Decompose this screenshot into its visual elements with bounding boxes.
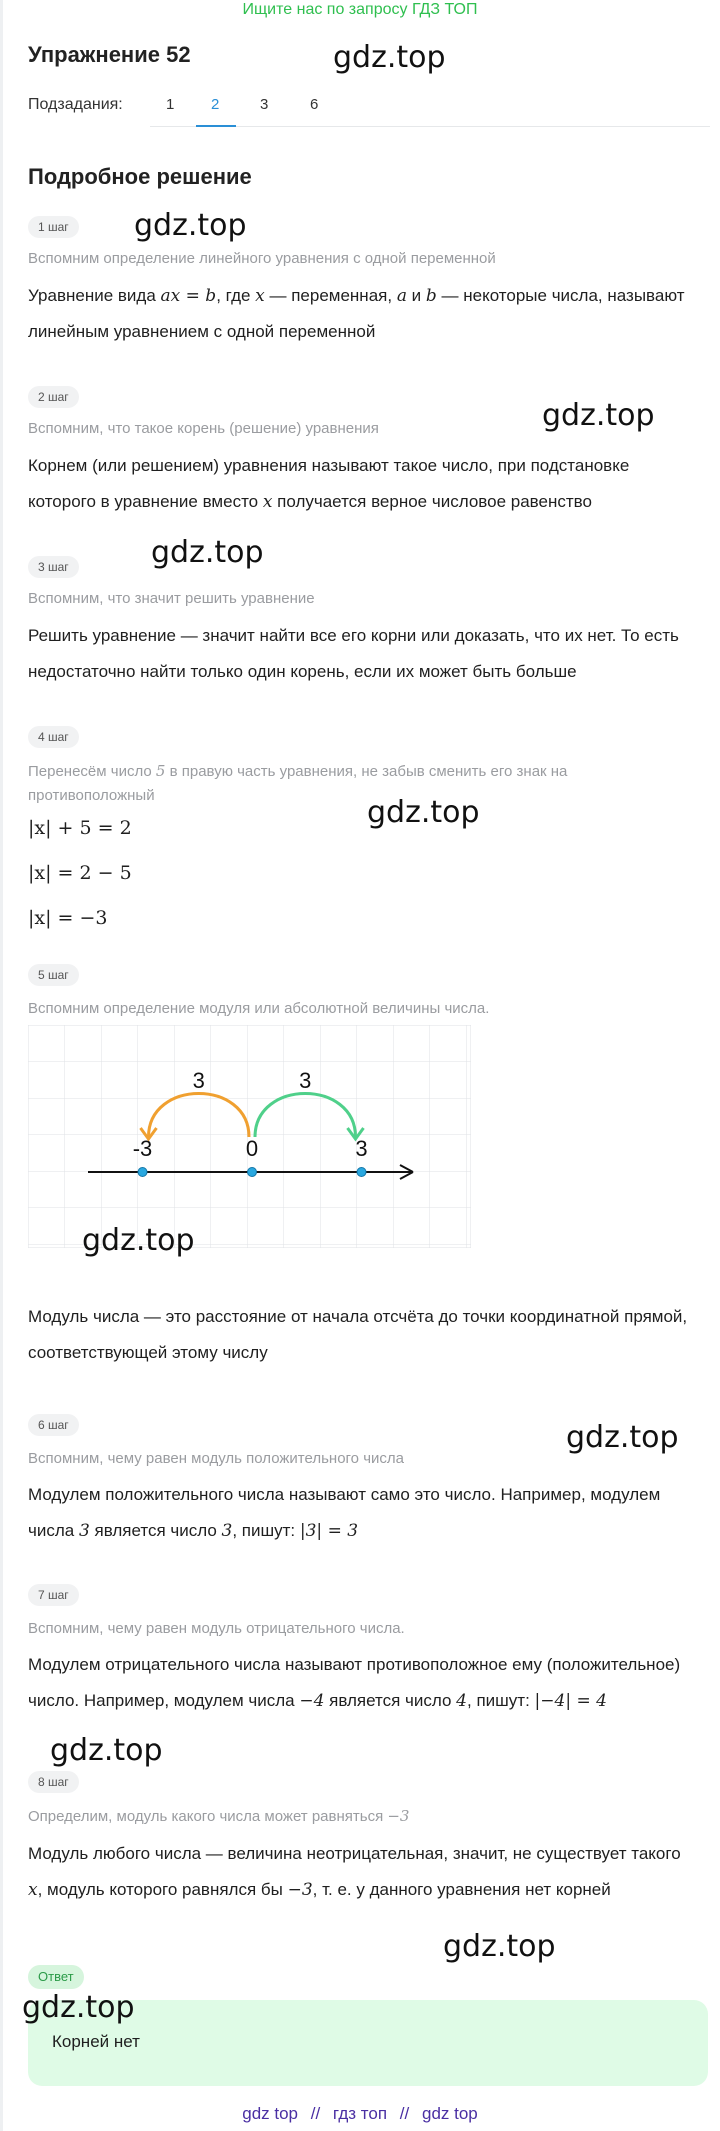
watermark: gdz.top [333, 40, 446, 75]
step-2-text: Корнем (или решением) уравнения называют такое число, при подстановке которого в уравнение вместо x получается верное числовое равенство [28, 456, 630, 512]
step-1-hint: Вспомним определение линейного уравнения с одной переменной [28, 250, 496, 267]
watermark: gdz.top [367, 795, 480, 830]
step-2-hint: Вспомним, что такое корень (решение) уравнения [28, 420, 379, 437]
subtasks-label: Подзадания: [28, 96, 123, 113]
step-5-badge: 5 шаг [28, 964, 79, 986]
arc-label-1: 3 [299, 1068, 312, 1093]
watermark: gdz.top [50, 1733, 163, 1768]
number-line-figure [28, 1025, 471, 1248]
step-8-hint: Определим, модуль какого числа может равняться −3 [28, 1807, 410, 1825]
watermark: gdz.top [566, 1420, 679, 1455]
formula-line-1: |x| + 5 = 2 [28, 817, 132, 839]
answer-text: Корней нет [52, 2032, 140, 2051]
step-7-hint: Вспомним, чему равен модуль отрицательного числа. [28, 1620, 405, 1637]
point-label-0: -3 [132, 1136, 153, 1161]
left-border [0, 0, 3, 2131]
formula-line-3: |x| = −3 [28, 907, 108, 929]
step-6-text: Модулем положительного числа называют само это число. Например, модулем числа 3 является число 3, пишут: |3| = 3 [28, 1485, 661, 1541]
step-8-text: Модуль любого числа — величина неотрицательная, значит, не существует такого x, модуль которого равнялся бы −3, т. е. у данного уравнения нет корней [28, 1844, 681, 1900]
watermark: gdz.top [542, 398, 655, 433]
point-label-2: 3 [355, 1136, 368, 1161]
point-1 [248, 1168, 257, 1177]
step-3-text: Решить уравнение — значит найти все его корни или доказать, что их нет. То есть недостаточно найти только один корень, если их может быть больше [28, 626, 679, 681]
watermark: gdz.top [82, 1223, 195, 1258]
subtask-tab-2[interactable]: 2 [211, 96, 220, 113]
step-1-text: Уравнение вида ax = b, где x — переменная, a и b — некоторые числа, называют линейным уравнением с одной переменной [28, 286, 685, 341]
step-8-badge: 8 шаг [28, 1771, 79, 1793]
answer-badge: Ответ [28, 1965, 84, 1989]
footer-link-1[interactable]: gdz top [242, 2104, 298, 2123]
watermark: gdz.top [22, 1990, 135, 2025]
subtask-tab-3[interactable]: 3 [260, 96, 269, 113]
footer-separator: // [399, 2104, 410, 2123]
step-6-badge: 6 шаг [28, 1414, 79, 1436]
step-4-badge: 4 шаг [28, 726, 79, 748]
step-2-badge: 2 шаг [28, 386, 79, 408]
number-line-svg [28, 1025, 471, 1248]
watermark: gdz.top [443, 1929, 556, 1964]
footer-link-3[interactable]: gdz top [421, 2104, 478, 2123]
step-7-text: Модулем отрицательного числа называют противоположное ему (положительное) число. Например, модулем числа −4 является число 4, пишут: |−4| = 4 [28, 1655, 681, 1711]
solution-title: Подробное решение [28, 164, 252, 189]
watermark: gdz.top [151, 535, 264, 570]
step-5-hint: Вспомним определение модуля или абсолютной величины числа. [28, 1000, 490, 1017]
point-2 [357, 1168, 366, 1177]
top-banner[interactable]: Ищите нас по запросу ГДЗ ТОП [242, 1, 478, 18]
footer-links [0, 2104, 720, 2124]
footer-link-2[interactable]: гдз топ [332, 2104, 388, 2123]
active-tab-indicator [196, 125, 236, 127]
point-0 [138, 1168, 147, 1177]
footer-separator: // [310, 2104, 321, 2123]
point-label-1: 0 [245, 1136, 259, 1161]
subtask-tab-1[interactable]: 1 [166, 96, 175, 113]
subtask-tab-6[interactable]: 6 [310, 96, 319, 113]
step-3-badge: 3 шаг [28, 556, 79, 578]
arc-label-0: 3 [192, 1068, 205, 1093]
page-title: Упражнение 52 [28, 42, 191, 67]
step-7-badge: 7 шаг [28, 1584, 79, 1606]
step-3-hint: Вспомним, что значит решить уравнение [28, 590, 315, 607]
step-1-badge: 1 шаг [28, 216, 79, 238]
step-6-hint: Вспомним, чему равен модуль положительного числа [28, 1450, 404, 1467]
step-4-hint: Перенесём число 5 в правую часть уравнения, не забыв сменить его знак на противоположный [28, 762, 568, 804]
formula-line-2: |x| = 2 − 5 [28, 862, 132, 884]
watermark: gdz.top [134, 208, 247, 243]
step-5-text: Модуль числа — это расстояние от начала отсчёта до точки координатной прямой, соответствующей этому числу [28, 1307, 688, 1362]
